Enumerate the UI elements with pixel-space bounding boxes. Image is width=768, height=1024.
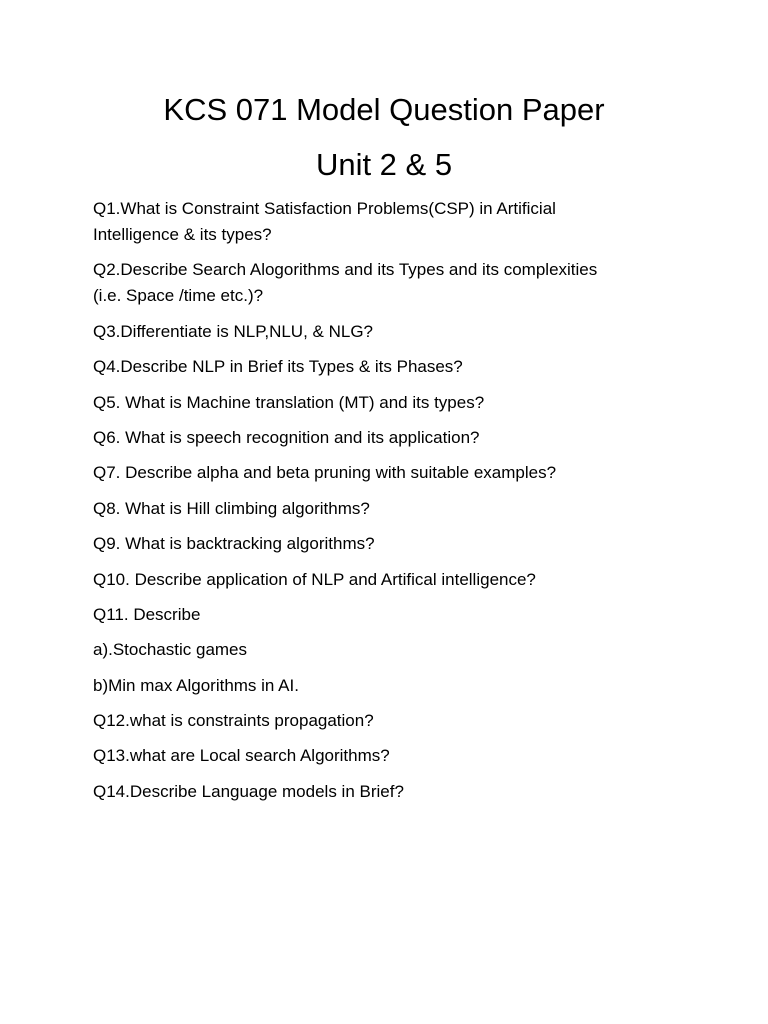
question-line: Q6. What is speech recognition and its application? (93, 427, 480, 447)
question-line: Q8. What is Hill climbing algorithms? (93, 498, 370, 518)
question-line: Q1.What is Constraint Satisfaction Problems(CSP) in Artificial (93, 199, 556, 218)
page-title: KCS 071 Model Question Paper (163, 92, 605, 127)
question-6 (93, 425, 753, 451)
question-line: Q13.what are Local search Algorithms? (93, 746, 390, 766)
question-line: Q3.Differentiate is NLP,NLU, & NLG? (93, 321, 374, 341)
question-line: (i.e. Space /time etc.)? (93, 286, 264, 306)
question-13 (93, 743, 753, 769)
question-7 (93, 460, 753, 486)
question-2 (93, 257, 753, 309)
question-line: Q11. Describe (93, 604, 201, 624)
question-4 (93, 354, 753, 380)
question-line: Q9. What is backtracking algorithms? (93, 534, 375, 554)
question-8 (93, 496, 753, 522)
question-line: a).Stochastic games (93, 640, 248, 660)
question-12 (93, 708, 753, 734)
question-5 (93, 390, 753, 416)
question-line: Q2.Describe Search Alogorithms and its Types and its complexities (93, 260, 598, 280)
question-14 (93, 779, 753, 805)
question-line: Q4.Describe NLP in Brief its Types & its Phases? (93, 357, 463, 377)
question-line: b)Min max Algorithms in AI. (93, 675, 299, 695)
question-11-part-a (93, 637, 753, 663)
question-line: Q10. Describe application of NLP and Artifical intelligence? (93, 569, 536, 589)
question-1 (93, 196, 753, 248)
question-line: Intelligence & its types? (93, 225, 272, 244)
question-line: Q12.what is constraints propagation? (93, 711, 374, 731)
question-line: Q5. What is Machine translation (MT) and its types? (93, 392, 485, 412)
question-list (93, 196, 753, 814)
question-9 (93, 531, 753, 557)
question-10 (93, 567, 753, 593)
question-3 (93, 319, 753, 345)
question-line: Q14.Describe Language models in Brief? (93, 781, 404, 801)
page-subtitle: Unit 2 & 5 (315, 147, 453, 182)
question-11 (93, 602, 753, 628)
question-11-part-b (93, 673, 753, 699)
question-line: Q7. Describe alpha and beta pruning with suitable examples? (93, 463, 557, 483)
